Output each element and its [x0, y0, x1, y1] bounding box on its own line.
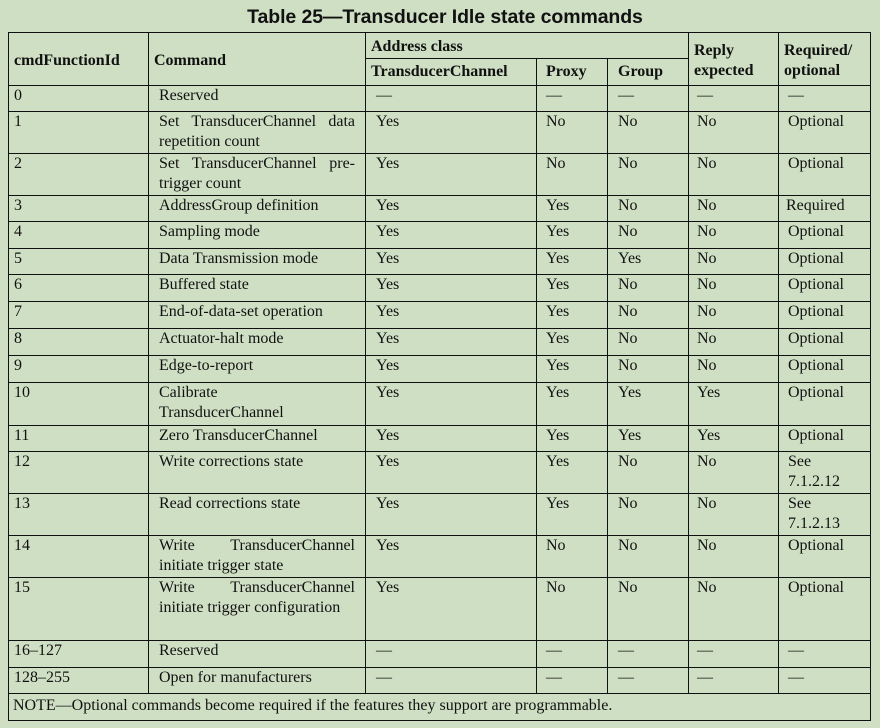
table-row [9, 222, 871, 249]
cell-reply-expected: — [689, 86, 779, 112]
cell-proxy: Yes [537, 275, 608, 302]
cell-proxy: Yes [537, 249, 608, 275]
table-row [9, 86, 871, 112]
table-title: Table 25—Transducer Idle state commands [247, 6, 643, 28]
cell-reply-expected: Yes [689, 383, 779, 426]
cell-required-optional: Optional [779, 275, 871, 302]
cell-reply-expected: No [689, 494, 779, 536]
table-row [9, 536, 871, 578]
cell-proxy: — [537, 641, 608, 668]
cell-transducer-channel: Yes [366, 494, 537, 536]
cell-id: 128–255 [9, 668, 149, 694]
cell-command: Read corrections state [149, 494, 366, 536]
cell-reply-expected: No [689, 302, 779, 329]
cell-reply-expected: No [689, 329, 779, 356]
cell-id: 6 [9, 275, 149, 302]
cell-id: 4 [9, 222, 149, 249]
cell-id: 3 [9, 196, 149, 222]
cell-proxy: Yes [537, 196, 608, 222]
cell-group: No [608, 154, 689, 196]
cell-transducer-channel: — [366, 668, 537, 694]
header-required-optional: Required/ optional [779, 33, 871, 86]
cell-proxy: Yes [537, 494, 608, 536]
cell-transducer-channel: Yes [366, 302, 537, 329]
cell-required-optional: Optional [779, 112, 871, 154]
cell-proxy: Yes [537, 329, 608, 356]
header-transducer-channel: TransducerChannel [366, 59, 537, 86]
cell-proxy: No [537, 578, 608, 641]
cell-command: Reserved [149, 86, 366, 112]
cell-reply-expected: No [689, 196, 779, 222]
cell-id: 12 [9, 452, 149, 494]
cell-group: No [608, 275, 689, 302]
cell-command: Open for manufacturers [149, 668, 366, 694]
cell-required-optional: Optional [779, 536, 871, 578]
cell-required-optional: Optional [779, 356, 871, 383]
cell-command: Actuator-halt mode [149, 329, 366, 356]
cell-proxy: No [537, 112, 608, 154]
cell-command: AddressGroup definition [149, 196, 366, 222]
cell-proxy: Yes [537, 383, 608, 426]
cell-reply-expected: No [689, 578, 779, 641]
cell-reply-expected: No [689, 356, 779, 383]
cell-transducer-channel: Yes [366, 452, 537, 494]
cell-proxy: Yes [537, 222, 608, 249]
cell-required-optional: — [779, 86, 871, 112]
cell-proxy: Yes [537, 302, 608, 329]
cell-group: No [608, 356, 689, 383]
cell-reply-expected: — [689, 668, 779, 694]
cell-command: Edge-to-report [149, 356, 366, 383]
cell-command: Write TransducerChannel initiate trigger state [149, 536, 366, 578]
cell-proxy: No [537, 154, 608, 196]
cell-id: 11 [9, 426, 149, 452]
cell-transducer-channel: Yes [366, 383, 537, 426]
cell-transducer-channel: Yes [366, 154, 537, 196]
cell-transducer-channel: Yes [366, 578, 537, 641]
header-group: Group [608, 59, 689, 86]
table-row [9, 578, 871, 641]
cell-id: 14 [9, 536, 149, 578]
cell-id: 2 [9, 154, 149, 196]
cell-group: No [608, 329, 689, 356]
header-proxy: Proxy [537, 59, 608, 86]
header-reply-expected: Reply expected [689, 33, 779, 86]
cell-proxy: Yes [537, 356, 608, 383]
table-row [9, 641, 871, 668]
cell-required-optional: Optional [779, 578, 871, 641]
cell-required-optional: Optional [779, 302, 871, 329]
cell-command: Sampling mode [149, 222, 366, 249]
cell-command: End-of-data-set operation [149, 302, 366, 329]
header-cmd-function-id: cmdFunctionId [9, 33, 149, 86]
cell-proxy: — [537, 668, 608, 694]
cell-command: Calibrate TransducerChannel [149, 383, 366, 426]
cell-command: Write TransducerChannel initiate trigger configuration [149, 578, 366, 641]
header-address-class: Address class [366, 33, 689, 59]
cell-group: Yes [608, 383, 689, 426]
cell-transducer-channel: Yes [366, 222, 537, 249]
table-row [9, 329, 871, 356]
cell-transducer-channel: — [366, 641, 537, 668]
table-row [9, 196, 871, 222]
cell-transducer-channel: Yes [366, 329, 537, 356]
cell-id: 15 [9, 578, 149, 641]
cell-id: 13 [9, 494, 149, 536]
cell-reply-expected: No [689, 275, 779, 302]
table-row [9, 426, 871, 452]
cell-reply-expected: No [689, 249, 779, 275]
cell-required-optional: Optional [779, 222, 871, 249]
cell-group: No [608, 112, 689, 154]
cell-group: Yes [608, 426, 689, 452]
table-row [9, 668, 871, 694]
cell-transducer-channel: Yes [366, 275, 537, 302]
cell-required-optional: Optional [779, 154, 871, 196]
cell-group: No [608, 222, 689, 249]
cell-reply-expected: No [689, 536, 779, 578]
cell-command: Data Transmission mode [149, 249, 366, 275]
cell-command: Buffered state [149, 275, 366, 302]
cell-transducer-channel: Yes [366, 112, 537, 154]
cell-group: No [608, 494, 689, 536]
cell-required-optional: Optional [779, 426, 871, 452]
cell-group: No [608, 536, 689, 578]
cell-id: 8 [9, 329, 149, 356]
table-row [9, 154, 871, 196]
cell-reply-expected: Yes [689, 426, 779, 452]
cell-transducer-channel: Yes [366, 356, 537, 383]
cell-id: 5 [9, 249, 149, 275]
cell-required-optional: Optional [779, 249, 871, 275]
cell-group: No [608, 452, 689, 494]
cell-required-optional: See 7.1.2.12 [779, 452, 871, 494]
cell-id: 9 [9, 356, 149, 383]
cell-group: — [608, 86, 689, 112]
cell-required-optional: — [779, 641, 871, 668]
cell-id: 0 [9, 86, 149, 112]
table-row [9, 275, 871, 302]
cell-command: Set TransducerChannel pre-trigger count [149, 154, 366, 196]
table-row [9, 302, 871, 329]
table-row [9, 112, 871, 154]
cell-group: — [608, 641, 689, 668]
cell-proxy: No [537, 536, 608, 578]
cell-required-optional: — [779, 668, 871, 694]
cell-group: No [608, 196, 689, 222]
cell-id: 10 [9, 383, 149, 426]
cell-transducer-channel: Yes [366, 249, 537, 275]
cell-group: — [608, 668, 689, 694]
cell-proxy: Yes [537, 426, 608, 452]
cell-command: Zero TransducerChannel [149, 426, 366, 452]
cell-required-optional: See 7.1.2.13 [779, 494, 871, 536]
cell-proxy: — [537, 86, 608, 112]
cell-required-optional: Required [779, 196, 871, 222]
cell-reply-expected: — [689, 641, 779, 668]
cell-command: Set TransducerChannel data repetition count [149, 112, 366, 154]
table-row [9, 452, 871, 494]
cell-proxy: Yes [537, 452, 608, 494]
cell-reply-expected: No [689, 154, 779, 196]
cell-transducer-channel: Yes [366, 426, 537, 452]
table-note-row [9, 694, 871, 721]
cell-reply-expected: No [689, 222, 779, 249]
cell-group: Yes [608, 249, 689, 275]
cell-id: 7 [9, 302, 149, 329]
table-note: NOTE—Optional commands become required if the features they support are programmable. [9, 694, 871, 721]
cell-transducer-channel: Yes [366, 536, 537, 578]
table-row [9, 383, 871, 426]
cell-transducer-channel: — [366, 86, 537, 112]
cell-transducer-channel: Yes [366, 196, 537, 222]
cell-command: Reserved [149, 641, 366, 668]
header-command: Command [149, 33, 366, 86]
table-row [9, 494, 871, 536]
table-row [9, 356, 871, 383]
cell-id: 1 [9, 112, 149, 154]
idle-state-commands-table [8, 32, 871, 721]
cell-id: 16–127 [9, 641, 149, 668]
cell-command: Write corrections state [149, 452, 366, 494]
cell-group: No [608, 302, 689, 329]
cell-required-optional: Optional [779, 329, 871, 356]
cell-required-optional: Optional [779, 383, 871, 426]
cell-group: No [608, 578, 689, 641]
table-row [9, 249, 871, 275]
cell-reply-expected: No [689, 112, 779, 154]
cell-reply-expected: No [689, 452, 779, 494]
